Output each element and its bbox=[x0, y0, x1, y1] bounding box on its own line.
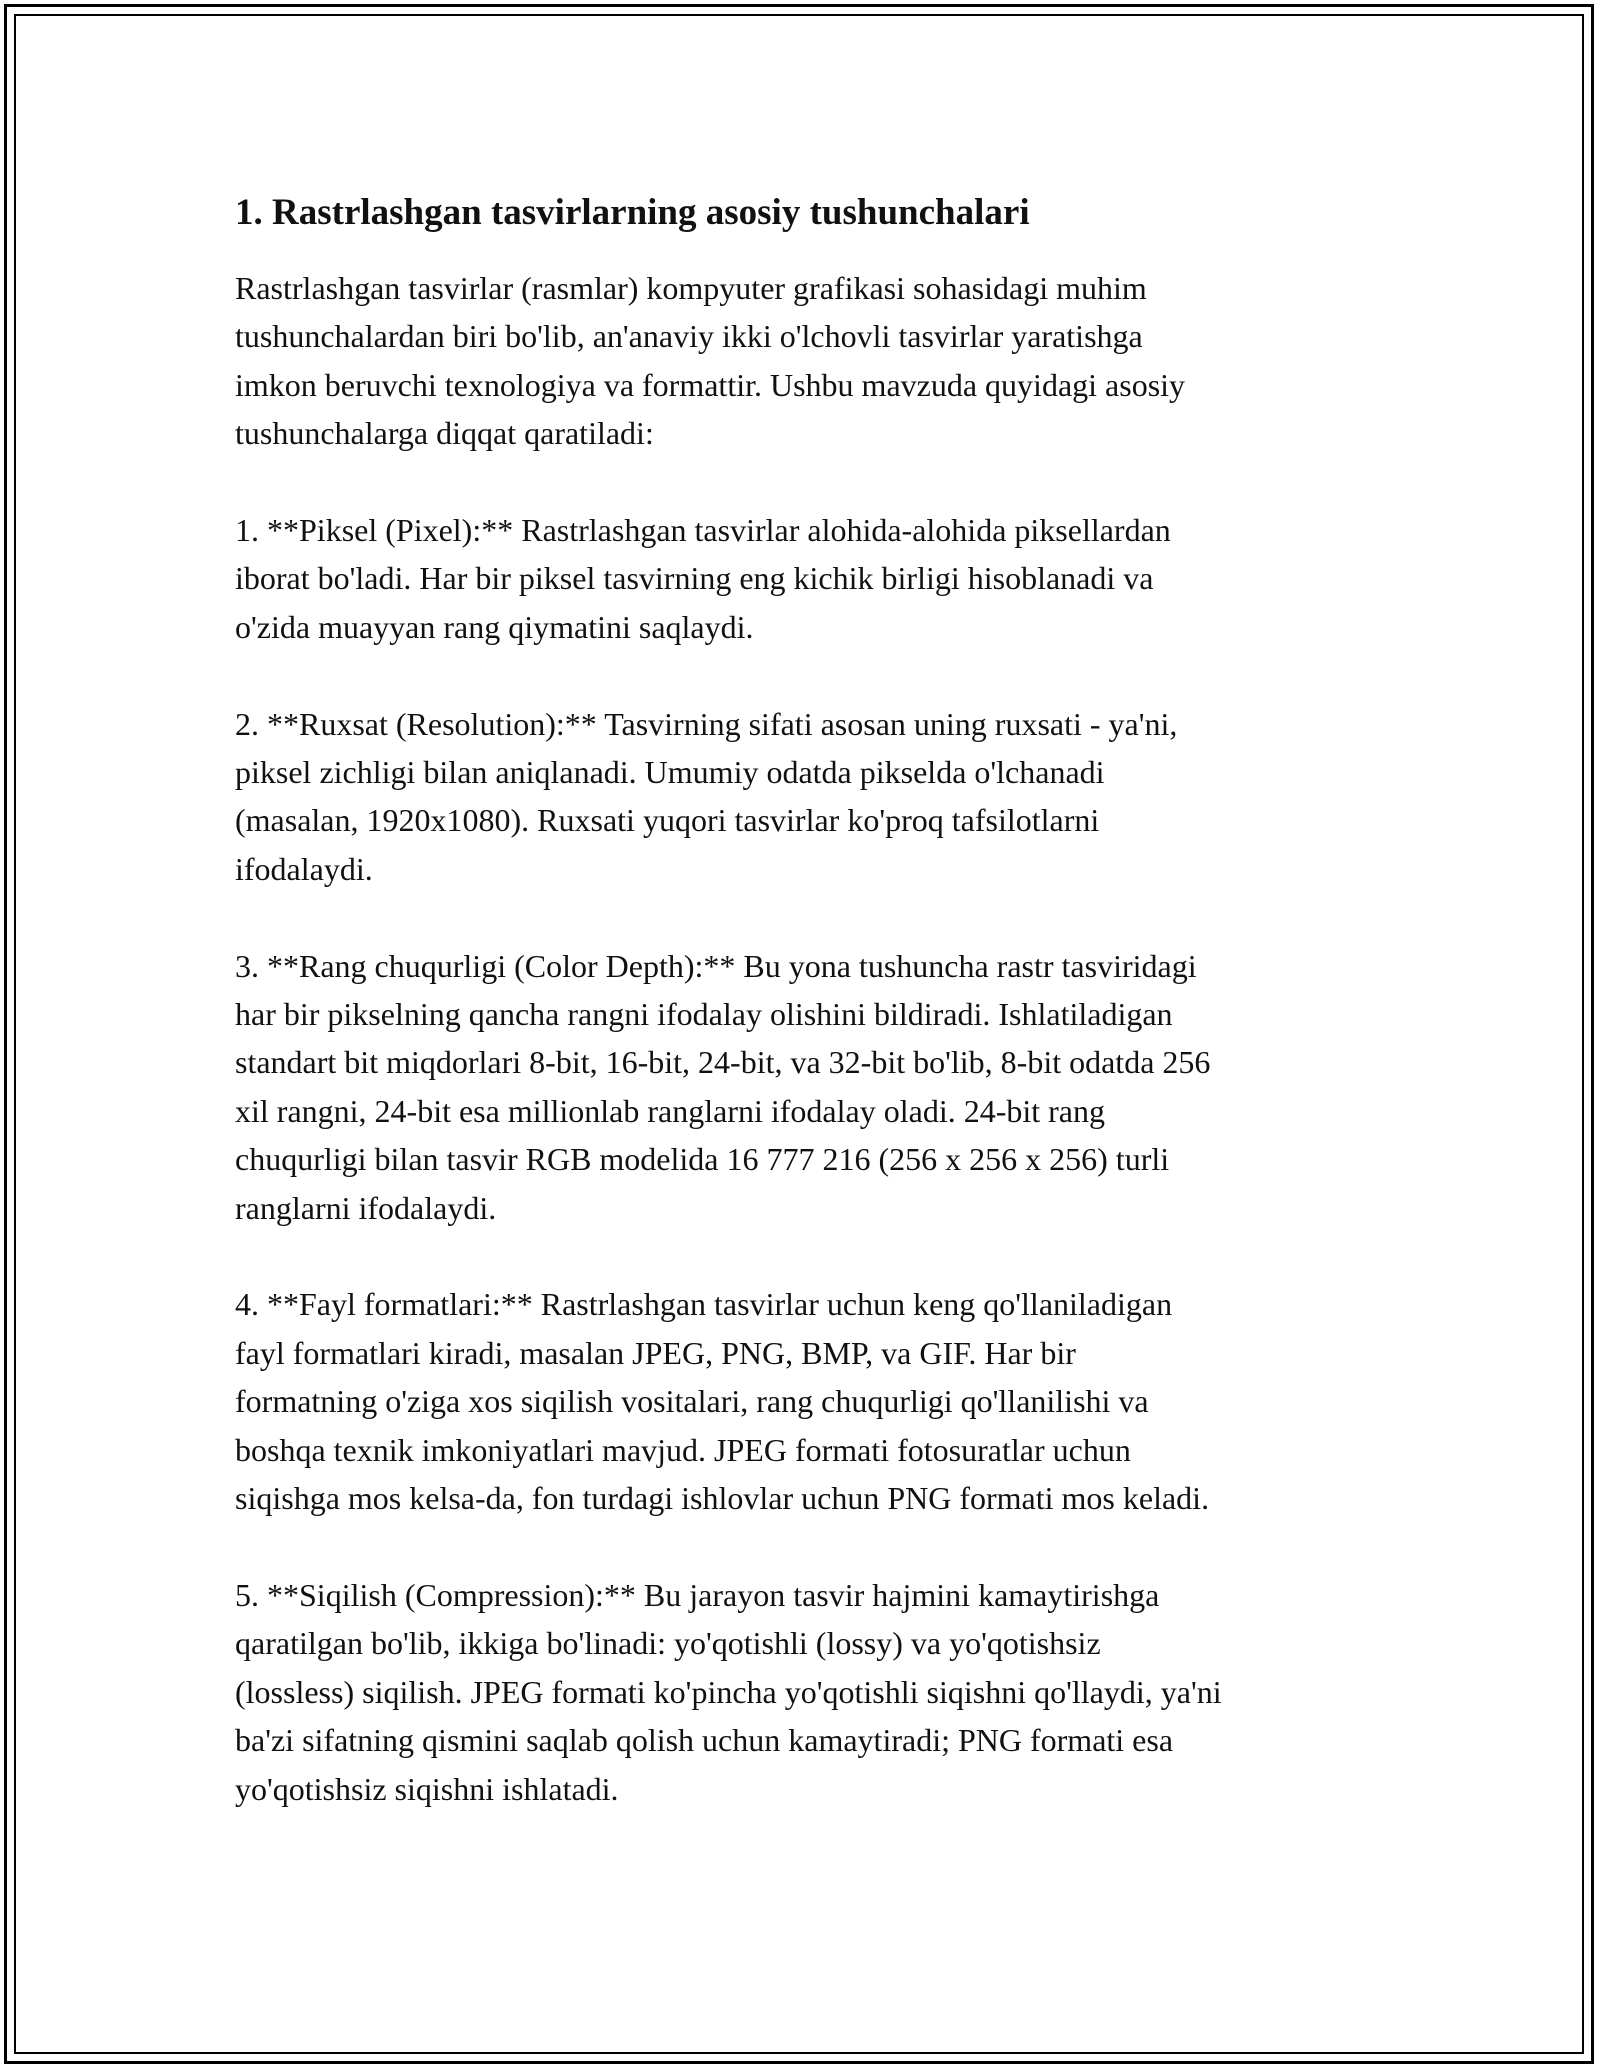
paragraph-pixel: 1. **Piksel (Pixel):** Rastrlashgan tasvirlar alohida-alohida piksellardan iborat bo'ladi. Har bir piksel tasvirning eng kichik birligi hisoblanadi va o'zida muayyan rang qiymatini saqlaydi. bbox=[235, 512, 1171, 645]
document-page bbox=[235, 188, 1375, 1861]
paragraph-color-depth: 3. **Rang chuqurligi (Color Depth):** Bu yona tushuncha rastr tasviridagi har bir pikselning qancha rangni ifodalay olishini bildiradi. Ishlatiladigan standart bit miqdorlari 8-bit, 16-bit, 24-bit, va 32-bit bo'lib, 8-bit odatda 256 xil rangni, 24-bit esa millionlab ranglarni ifodalay oladi. 24-bit rang chuqurligi bilan tasvir RGB modelida 16 777 216 (256 x 256 x 256) turli ranglarni ifodalaydi. bbox=[235, 947, 1211, 1226]
paragraph-resolution: 2. **Ruxsat (Resolution):** Tasvirning sifati asosan uning ruxsati - ya'ni, piksel zichligi bilan aniqlanadi. Umumiy odatda pikselda o'lchanadi (masalan, 1920x1080). Ruxsati yuqori tasvirlar ko'proq tafsilotlarni ifodalaydi. bbox=[235, 705, 1178, 887]
paragraph-compression: 5. **Siqilish (Compression):** Bu jarayon tasvir hajmini kamaytirishga qaratilgan bo'lib, ikkiga bo'linadi: yo'qotishli (lossy) va yo'qotishsiz (lossless) siqilish. JPEG formati ko'pincha yo'qotishli siqishni qo'llaydi, ya'ni ba'zi sifatning qismini saqlab qolish uchun kamaytiradi; PNG formati esa yo'qotishsiz siqishni ishlatadi. bbox=[235, 1576, 1222, 1807]
paragraph-file-formats: 4. **Fayl formatlari:** Rastrlashgan tasvirlar uchun keng qo'llaniladigan fayl formatlari kiradi, masalan JPEG, PNG, BMP, va GIF. Har bir formatning o'ziga xos siqilish vositalari, rang chuqurligi qo'llanilishi va boshqa texnik imkoniyatlari mavjud. JPEG formati fotosuratlar uchun siqishga mos kelsa-da, fon turdagi ishlovlar uchun PNG formati mos keladi. bbox=[235, 1286, 1210, 1517]
page-title: 1. Rastrlashgan tasvirlarning asosiy tushunchalari bbox=[235, 192, 1030, 233]
intro-paragraph: Rastrlashgan tasvirlar (rasmlar) kompyuter grafikasi sohasidagi muhim tushunchalardan biri bo'lib, an'anaviy ikki o'lchovli tasvirlar yaratishga imkon beruvchi texnologiya va formattir. Ushbu mavzuda quyidagi asosiy tushunchalarga diqqat qaratiladi: bbox=[235, 270, 1186, 452]
